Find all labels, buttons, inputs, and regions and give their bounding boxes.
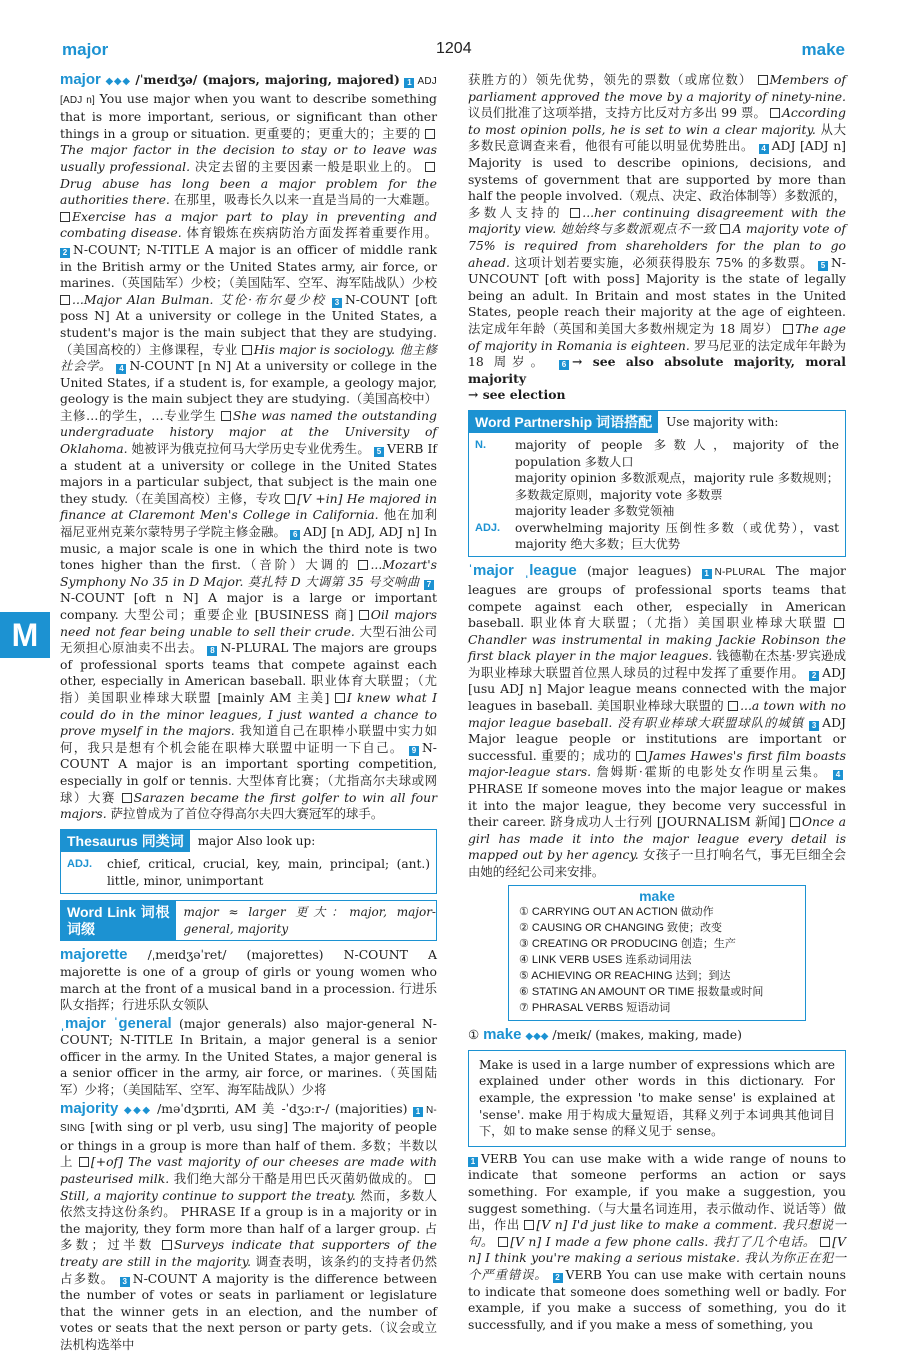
pronunciation: (major leagues)	[586, 563, 692, 579]
sense-marker: 2	[553, 1273, 563, 1283]
example-marker-icon	[335, 693, 345, 703]
example: His major is sociology. 他主修社会学。	[60, 341, 437, 374]
sense-marker: 2	[60, 248, 70, 258]
example-marker-icon	[790, 817, 800, 827]
headword: ˌmajor ˈgeneral	[60, 1014, 172, 1032]
example-marker-icon	[60, 295, 70, 305]
running-head-left: major	[62, 40, 109, 59]
definition: VERB You can use make with a wide range of nouns to indicate that someone performs an action or says something. For example, if you make a suggestion, you suggest something.（与大量名词连用，表示做动作、说话等）做出，作出	[468, 1150, 846, 1233]
sense-marker: 7	[424, 580, 434, 590]
sense-marker: 4	[116, 364, 126, 374]
example-marker-icon	[728, 701, 738, 711]
translation: 决定去留的主要因素一般是职业上的。	[194, 158, 421, 174]
sense-marker: 6	[559, 360, 569, 370]
definition: PHRASE If a group is in a majority or in the majority, they form more than half of a larger group. 占多数；过半数	[60, 1204, 437, 1253]
definition: N-COUNT; N-TITLE In Britain, a major general is a senior officer in the army. In the United States, a major general is a senior officer in the army, air force, or marines.（英国陆军）少将；（美国陆军、空军、海军陆战队）少将	[60, 1015, 437, 1098]
example-marker-icon	[60, 212, 70, 222]
example-marker-icon	[834, 618, 844, 628]
translation: 这项计划若要实施，必须获得股东 75% 的多数票。	[514, 254, 814, 270]
example: Still, a majority continue to support the treaty.	[60, 1187, 356, 1203]
headword: major	[60, 71, 101, 88]
menu-item[interactable]: ③ CREATING OR PRODUCING 创造；生产	[519, 938, 736, 951]
entry-major-league	[468, 563, 846, 880]
headword: ˈmajor ˌleague	[468, 562, 577, 580]
collocation: majority opinion 多数派观点，majority rule 多数规则；多数裁定原则，majority vote 多数票	[515, 471, 839, 502]
definition: PHRASE If someone moves into the major league or makes it into the major league, they become very successful in their career. 跻身成功人士行列 [JOURNALISM 新闻]	[468, 781, 846, 830]
example: [V n] I think you're making a serious mistake. 我认为你正在犯一个严重错误。	[468, 1233, 846, 1282]
example-marker-icon	[820, 1237, 830, 1247]
box-intro: major Also look up:	[197, 833, 316, 848]
definition: You use major when you want to describe something that is more important, serious, or significant than other things in a group or situation. 更重要的；更重大的；主要的	[60, 90, 437, 141]
sense-marker: 1	[468, 1157, 478, 1167]
example: Drug abuse has long been a major problem for the authorities there.	[60, 175, 437, 208]
definition: N-COUNT [n N] At a university or college in the United States, if a student is, for example, a geology major, geology is the main subject they are studying.（美国高校中）主修…的学生，…专业学生	[60, 358, 437, 423]
translation: 从大多数民意调查来看，他很有可能以明显优势胜出。	[468, 121, 847, 154]
example-marker-icon	[783, 324, 793, 334]
example: According to most opinion polls, he is set to win a clear majority.	[468, 105, 846, 137]
translation: 大型石油公司无须担心原油卖不出去。	[60, 623, 437, 656]
example: Once a girl has made it into the major league every detail is mapped out by her agency.	[468, 814, 846, 863]
example-marker-icon	[720, 224, 730, 234]
menu-item[interactable]: ② CAUSING OR CHANGING 致使；改变	[519, 922, 722, 935]
example: [V n] I made a few phone calls. 我打了几个电话。	[510, 1233, 816, 1249]
example-marker-icon	[359, 610, 369, 620]
sense-marker: 4	[759, 144, 769, 154]
frequency-icon: ◆◆◆	[525, 1031, 549, 1043]
example-marker-icon	[636, 751, 646, 761]
box-title: Word Partnership 词语搭配	[469, 411, 658, 434]
collocation: overwhelming majority 压倒性多数（或优势），vast majority 绝大多数；巨大优势	[515, 520, 839, 551]
wordlink-box	[60, 900, 437, 941]
definition: N-COUNT; N-TITLE A major is an officer of middle rank in the British army or the United States army, air force, or marines.（英国陆军）少校；（美国陆军、空军、海军陆战队）少校	[60, 241, 437, 291]
example-marker-icon	[524, 1220, 534, 1230]
synonym-list: chief, critical, crucial, key, main, principal; (ant.) little, minor, unimportant	[107, 857, 430, 888]
box-title: Thesaurus 同类词	[61, 830, 190, 853]
example: ...a town with no major league baseball. 没有职业棒球大联盟球队的城镇	[468, 698, 846, 730]
sense-marker: 3	[332, 298, 342, 308]
example: Surveys indicate that supporters of the treaty are still in the majority.	[60, 1237, 437, 1269]
pos-label: ADJ.	[475, 521, 501, 534]
entry-majority	[60, 1101, 437, 1354]
translation: 我知道自己在职棒小联盟中实力如何，我只是想有个机会能在职棒大联盟中证明一下自己。	[60, 723, 437, 755]
sense-marker: 1	[413, 1107, 423, 1117]
cross-reference-link[interactable]: → see election	[468, 387, 566, 403]
example: She was named the outstanding undergraduate history major at the University of Oklahoma.	[60, 407, 437, 457]
pronunciation: /ˌmeɪdʒəˈret/ (majorettes) N-COUNT	[147, 947, 408, 963]
box-title: Word Link 词根词缀	[61, 901, 176, 940]
example: The age of majority in Romania is eighteen.	[468, 320, 846, 353]
entry-make-senses	[468, 1151, 846, 1334]
example: A majority vote of 75% is required from shareholders for the plan to go ahead.	[468, 221, 846, 270]
pos-label: N.	[475, 439, 486, 452]
translation: 她被评为俄克拉何马大学历史专业优秀生。	[131, 441, 370, 457]
sense-marker: 5	[374, 447, 384, 457]
menu-item[interactable]: ⑤ ACHIEVING OR REACHING 达到；到达	[519, 970, 731, 983]
definition: A majorette is one of a group of girls or young women who march at the front of a musical band in a procession. 行进乐队女指挥；行进乐队女领队	[60, 947, 437, 1013]
entry-make	[468, 1027, 846, 1046]
thesaurus-box	[60, 829, 437, 894]
example: [V n] I'd just like to make a comment. 我只想说一句。	[468, 1217, 846, 1249]
page-number: 1204	[436, 40, 472, 57]
translation: 议员们批准了这项举措，支持方比反对方多出 99 票。	[468, 105, 766, 121]
sense-marker: 6	[290, 530, 300, 540]
sense-marker: 4	[833, 770, 843, 780]
example: ...Mozart's Symphony No 35 in D Major. 莫扎特 D 大调第 35 号交响曲	[60, 557, 437, 589]
collocation: majority leader 多数党领袖	[515, 504, 675, 519]
right-column	[468, 72, 846, 1335]
definition: ADJ [ADJ n] Majority is used to describe opinions, decisions, and systems of government that are supported by more than half the people involved.（观点、决定、政治体制等）多数派的，多数人支持的	[468, 138, 847, 220]
example-marker-icon	[221, 411, 231, 421]
example: Exercise has a major part to play in preventing and combating disease.	[60, 208, 437, 241]
definition: VERB If a student at a university or college in the United States majors in a particular subject, that subject is the main one they study.（在美国高校）主修，专攻	[60, 441, 437, 506]
example-marker-icon	[79, 1157, 89, 1167]
example-marker-icon	[122, 793, 132, 803]
example: [V +in] He majored in finance at Claremont Men's College in California.	[60, 490, 437, 523]
pos-label: ADJ [ADJ n]	[60, 76, 437, 106]
headword: majority	[60, 1099, 119, 1117]
example-marker-icon	[242, 345, 252, 355]
headword: majorette	[60, 946, 128, 964]
example: Members of parliament approved the move by a majority of ninety-nine.	[468, 72, 846, 104]
pronunciation: /ˈmeɪdʒə/ (majors, majoring, majored)	[135, 72, 400, 87]
example-marker-icon	[758, 75, 768, 85]
translation: 詹姆斯·霍斯的电影处女作明星云集。	[596, 764, 828, 780]
definition: N-COUNT [oft poss N] At a university or college in the United States, a student's major is the main subject that they are studying.（美国高校的）主修课程，专业	[60, 291, 437, 357]
example-marker-icon	[498, 1237, 508, 1247]
definition: ADJ Major league people or institutions are important or successful. 重要的；成功的	[468, 714, 846, 763]
example: [+of] The vast majority of our cheeses are made with pasteurised milk.	[60, 1154, 437, 1187]
example: ...Major Alan Bulman. 艾伦·布尔曼少校	[72, 291, 327, 307]
definition: ADJ [usu ADJ n] Major league means connected with the major leagues in baseball. 美国职业棒球大联盟的	[468, 664, 846, 714]
definition: N-PLURAL The majors are groups of professional sports teams that compete against each other, especially in American baseball. 职业体育大联盟；（尤指）美国职业棒球大联盟 [mainly AM 主美]	[60, 640, 437, 705]
left-column	[60, 72, 437, 1356]
example-marker-icon	[425, 162, 435, 172]
translation: 调查表明，该条约的支持者仍然占多数。	[60, 1254, 437, 1286]
pos-label: N-PLURAL	[714, 567, 766, 579]
definition: N-COUNT A majority is the difference between the number of votes or seats in parliament or legislature that the winner gets in an election, and the number of votes or seats that the next person or party gets.（议会或立法机构选举中	[60, 1270, 437, 1352]
sense-marker: 1	[702, 569, 712, 579]
example: I knew what I could do in the minor leagues, I just wanted a chance to prove myself in the majors.	[60, 689, 437, 739]
sense-marker: 3	[120, 1277, 130, 1287]
usage-note-box: Make is used in a large number of expressions which are explained under other words in this dictionary. For example, the expression 'to make sense' is explained at 'sense'. make 用于构成大量短语，其释义列于本词典其他词目下，如 to make sense 的释义见于 sense。	[468, 1050, 846, 1147]
cross-reference-link[interactable]: → see also absolute majority, moral majority	[468, 354, 846, 386]
menu-item[interactable]: ① CARRYING OUT AN ACTION 做动作	[519, 906, 714, 919]
entry-number: ①	[468, 1027, 480, 1043]
translation: 萨拉曾成为了首位夺得高尔夫四大赛冠军的球手。	[110, 806, 384, 822]
translation: 钱德勒在杰基·罗宾逊成为职业棒球大联盟首位黑人球员的过程中发挥了重要作用。	[468, 648, 846, 680]
example: Oil majors need not fear being unable to sell their crude.	[60, 607, 437, 639]
frequency-icon: ◆◆◆	[123, 1104, 152, 1116]
example-marker-icon	[285, 494, 295, 504]
example-marker-icon	[358, 560, 368, 570]
make-sense-menu	[508, 885, 806, 1022]
example: Sarazen became the first golfer to win all four majors.	[60, 789, 437, 822]
sense-marker: 3	[809, 721, 819, 731]
menu-item[interactable]: ⑦ PHRASAL VERBS 短语动词	[519, 1002, 671, 1015]
menu-item[interactable]: ④ LINK VERB USES 连系动词用法	[519, 954, 692, 967]
box-intro: Use majority with:	[666, 414, 779, 429]
collocation: majority of people 多数人，majority of the population 多数人口	[515, 438, 839, 469]
word-partnership-box	[468, 410, 846, 557]
headword: make	[483, 1026, 522, 1044]
sense-marker: 2	[809, 671, 819, 681]
definition: N-UNCOUNT [oft with poss] Majority is the state of legally being an adult. In Britain and most states in the United States, people reach their majority at the age of eighteen. 法定成年年龄（英国和美国大多数州规定为 18 周岁）	[468, 254, 846, 336]
example-marker-icon	[770, 108, 780, 118]
example-marker-icon	[425, 1174, 435, 1184]
definition: The major leagues are groups of professional sports teams that compete against each other, especially in American baseball. 职业体育大联盟；（尤指）美国职业棒球大联盟	[468, 563, 846, 631]
example: James Hawes's first film boasts major-league stars.	[468, 747, 846, 780]
definition: N-COUNT [oft n N] A major is a large or important company. 大型公司；重要企业 [BUSINESS 商]	[60, 590, 437, 622]
definition: VERB You can use make with certain nouns to indicate that someone does something well or badly. For example, if you make a success of something, you do it successfully, and if you make a mess of something, you	[468, 1266, 846, 1332]
pronunciation: (major generals) also major-general	[179, 1015, 415, 1031]
entry-majority-continued	[468, 72, 846, 404]
example: ...her continuing disagreement with the majority view. 她始终与多数派观点不一致	[468, 204, 846, 237]
definition: N-COUNT A major is an important sporting competition, especially in golf or tennis. 大型体育比赛；（尤指高尔夫球或网球）大赛	[60, 739, 437, 805]
pos-label: ADJ.	[67, 858, 93, 871]
entry-majorette	[60, 947, 437, 1013]
entry-major-general	[60, 1016, 437, 1099]
translation: 体育锻炼在疾病防治方面发挥着重要作用。	[186, 225, 437, 241]
example-marker-icon	[425, 129, 435, 139]
sense-marker: 5	[818, 261, 828, 271]
sense-marker: 1	[404, 78, 414, 88]
translation: 在那里，吸毒长久以来一直是当局的一大难题。	[173, 192, 437, 208]
translation: 我们绝大部分干酪是用巴氏灭菌奶做成的。	[173, 1171, 421, 1187]
wordlink-text: major ≈ larger 更大：major, major-general, majority	[183, 905, 436, 936]
translation: 他在加利福尼亚州克莱尔蒙特男子学院主修金融。	[60, 507, 437, 540]
pronunciation: /meɪk/ (makes, making, made)	[552, 1027, 742, 1043]
running-head-right: make	[801, 40, 845, 59]
entry-major	[60, 72, 437, 823]
letter-thumb-tab[interactable]: M	[0, 612, 50, 658]
example: Chandler was instrumental in making Jackie Robinson the first black player in the major leagues.	[468, 631, 846, 664]
sense-marker: 8	[207, 646, 217, 656]
pos-label: N-SING	[60, 1104, 437, 1135]
menu-item[interactable]: ⑥ STATING AN AMOUNT OR TIME 报数量或时间	[519, 986, 764, 999]
translation: 女孩子一旦打响名气，事无巨细全会由她的经纪公司来安排。	[468, 847, 846, 879]
frequency-icon: ◆◆◆	[105, 76, 131, 87]
definition: [with sing or pl verb, usu sing] The majority of people or things in a group is more than half of them. 多数；半数以上	[60, 1119, 437, 1170]
definition: ADJ [n ADJ, ADJ n] In music, a major scale is one in which the third note is two tones higher than the first.（音阶）大调的	[60, 524, 437, 573]
example-marker-icon	[162, 1240, 172, 1250]
translation: 获胜方的）领先优势，领先的票数（或席位数）	[468, 72, 753, 87]
menu-title: make	[639, 887, 675, 904]
pronunciation: /məˈdʒɒrɪti, AM 美 -ˈdʒɔːr-/ (majorities)	[157, 1100, 408, 1116]
example: The major factor in the decision to stay or to leave was usually professional.	[60, 142, 437, 174]
translation: 然而，多数人依然支持这份条约。	[60, 1187, 438, 1220]
translation: 罗马尼亚的法定成年年龄为 18 周岁。	[468, 337, 846, 370]
example-marker-icon	[570, 208, 580, 218]
sense-marker: 9	[409, 746, 419, 756]
